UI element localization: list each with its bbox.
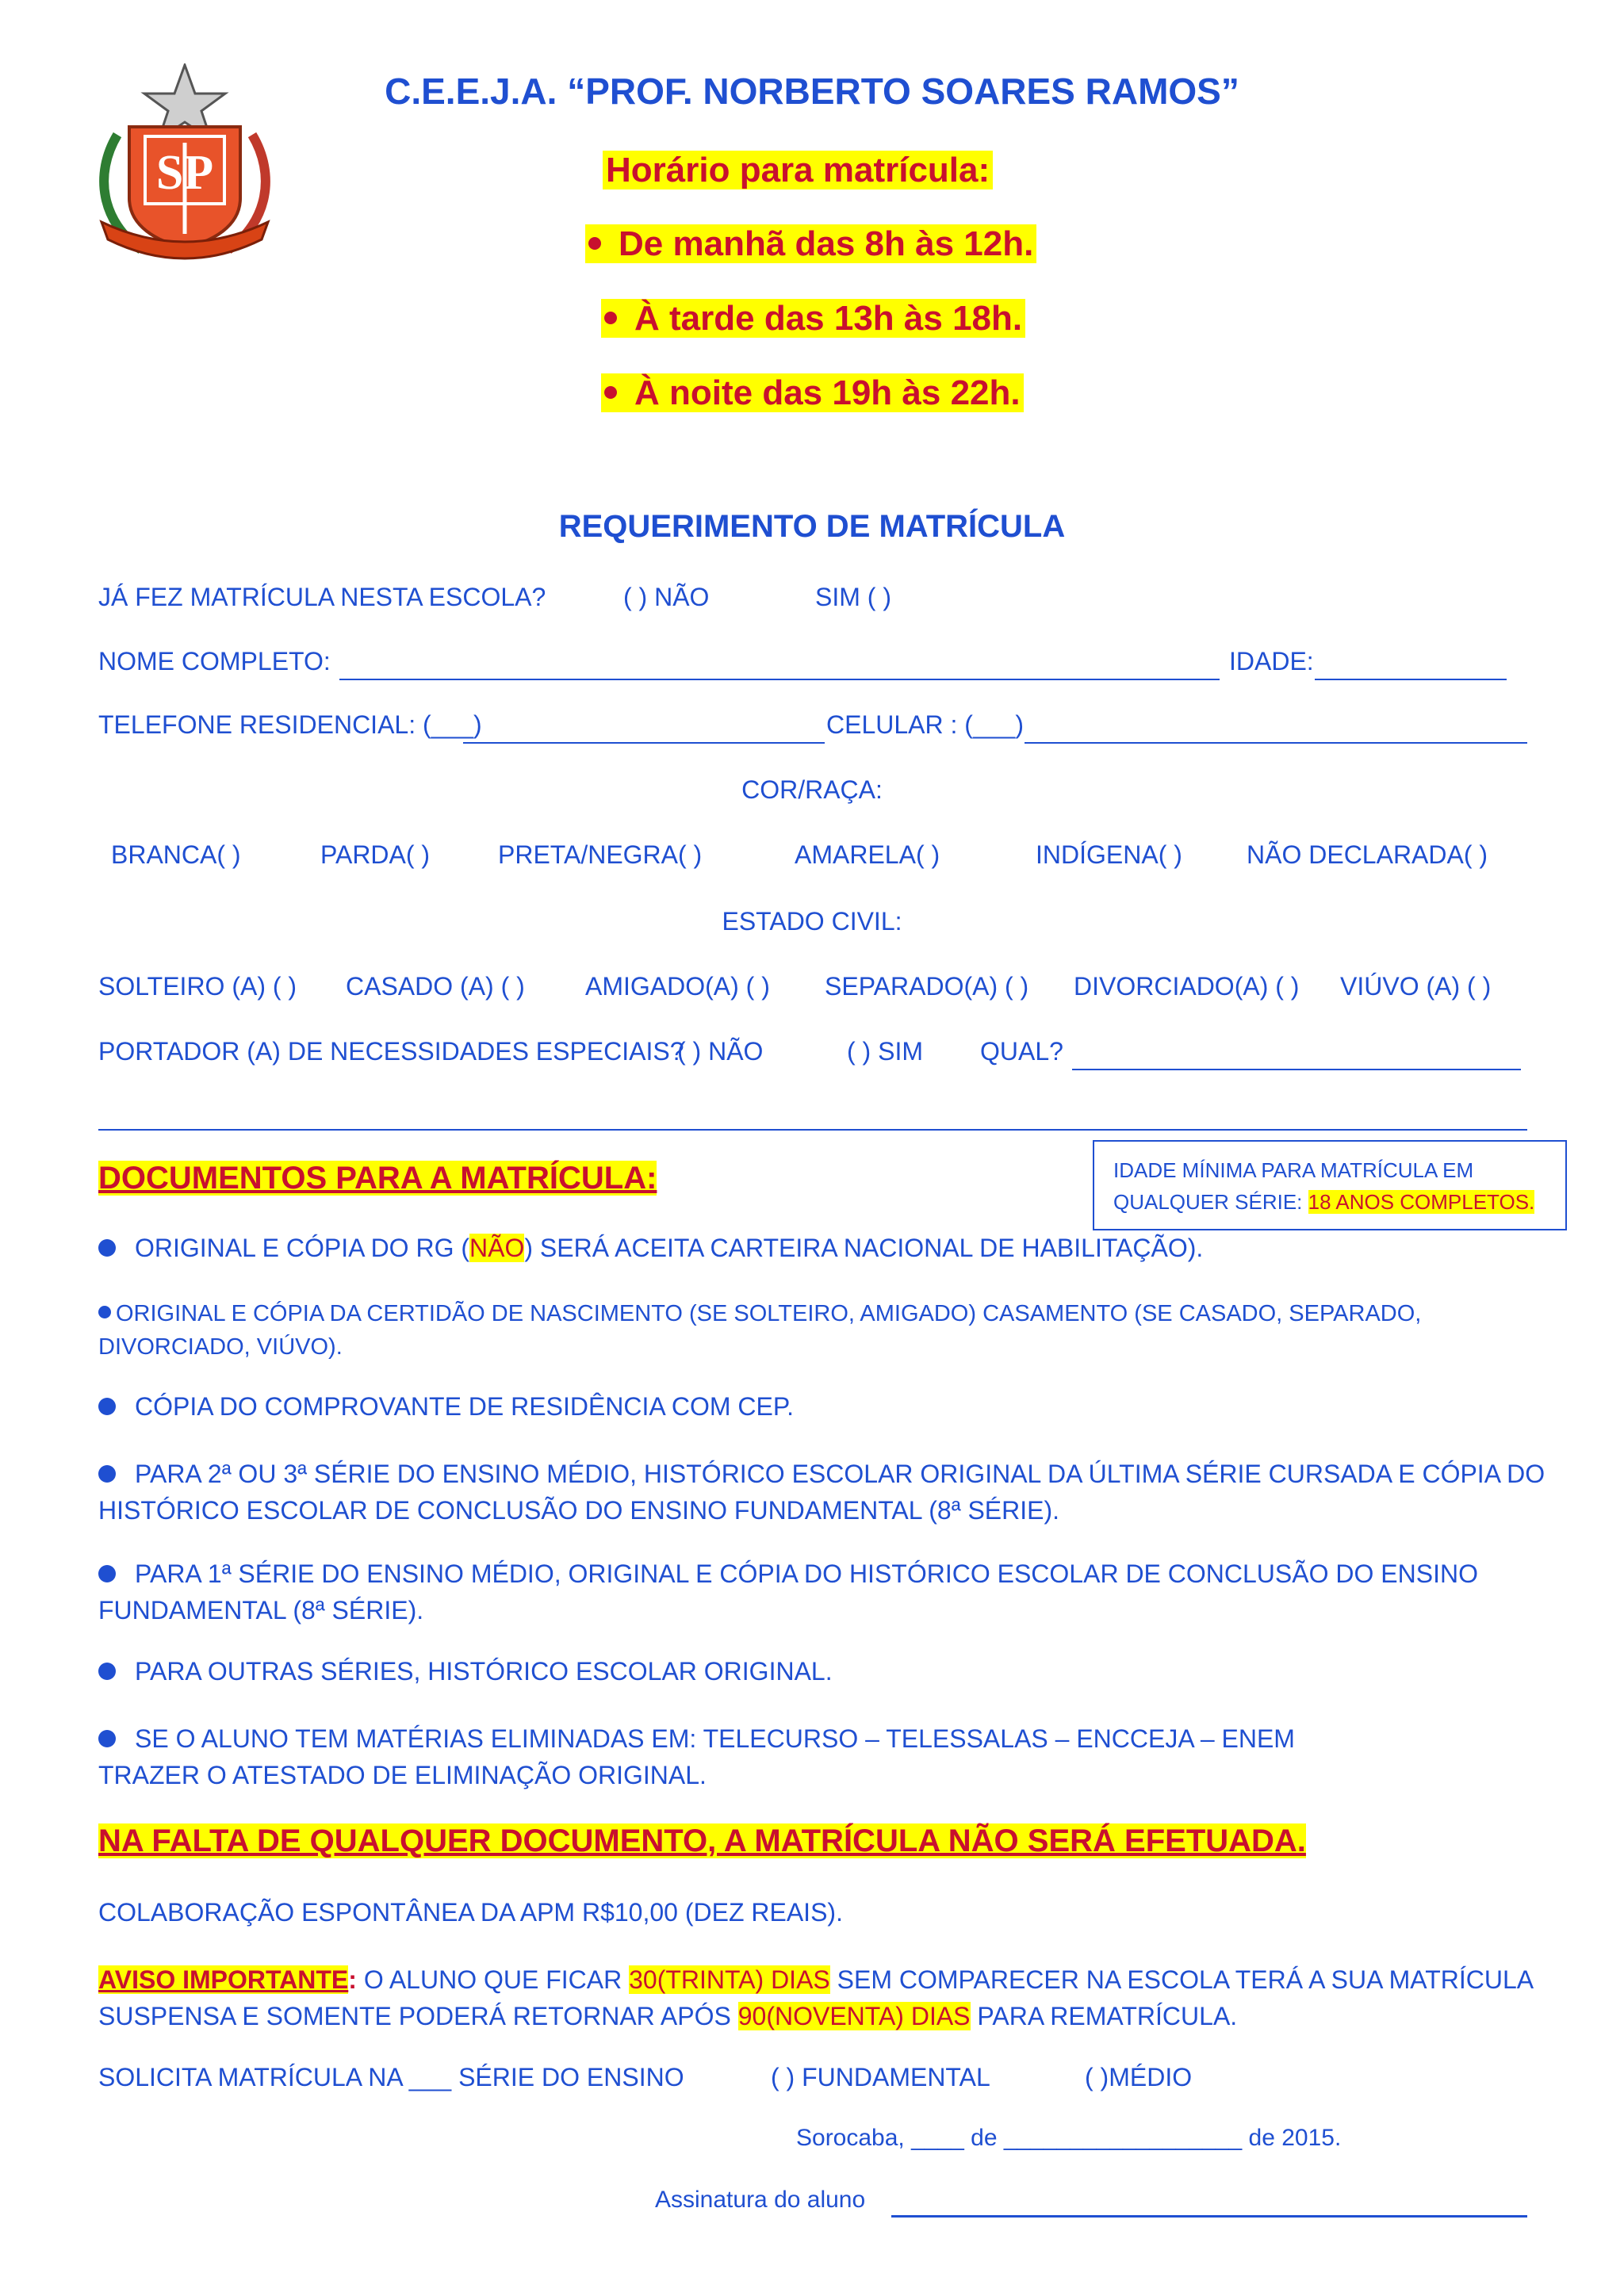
doc-item-comprovante: CÓPIA DO COMPROVANTE DE RESIDÊNCIA COM CEP. <box>98 1392 794 1422</box>
signature-field[interactable] <box>891 2191 1527 2218</box>
minimum-age-box <box>1093 1140 1567 1230</box>
race-option-indigena[interactable]: INDÍGENA( ) <box>1036 840 1182 869</box>
name-field[interactable] <box>339 655 1220 680</box>
school-title: C.E.E.J.A. “PROF. NORBERTO SOARES RAMOS” <box>385 71 1239 112</box>
schedule-item: À noite das 19h às 22h. <box>601 369 1024 417</box>
special-needs-which-label: QUAL? <box>980 1037 1063 1066</box>
civil-option-amigado[interactable]: AMIGADO(A) ( ) <box>585 972 770 1001</box>
race-option-branca[interactable]: BRANCA( ) <box>111 840 241 869</box>
prev-enrollment-label: JÁ FEZ MATRÍCULA NESTA ESCOLA? <box>98 583 546 611</box>
special-needs-yes-checkbox[interactable]: ( ) SIM <box>847 1037 923 1066</box>
race-option-amarela[interactable]: AMARELA( ) <box>795 840 940 869</box>
schedule-item: À tarde das 13h às 18h. <box>601 295 1025 342</box>
doc-item-outras-series: PARA OUTRAS SÉRIES, HISTÓRICO ESCOLAR ORIGINAL. <box>98 1657 833 1686</box>
civil-title: ESTADO CIVIL: <box>722 907 902 936</box>
civil-option-divorciado[interactable]: DIVORCIADO(A) ( ) <box>1074 972 1300 1001</box>
request-fundamental-checkbox[interactable]: ( ) FUNDAMENTAL <box>771 2063 990 2091</box>
civil-option-separado[interactable]: SEPARADO(A) ( ) <box>825 972 1029 1001</box>
doc-item-historico-medio: PARA 2ª OU 3ª SÉRIE DO ENSINO MÉDIO, HISTÓRICO ESCOLAR ORIGINAL DA ÚLTIMA SÉRIE CURSADA E CÓPIA DO HISTÓRICO ESCOLAR DE CONCLUSÃO DO ENSINO FUNDAMENTAL (8ª SÉRIE). <box>98 1460 1545 1525</box>
cell-field[interactable] <box>1025 718 1527 744</box>
signature-label: Assinatura do aluno <box>655 2187 866 2213</box>
prev-enrollment-no-checkbox[interactable]: ( ) NÃO <box>623 583 710 611</box>
request-medio-checkbox[interactable]: ( )MÉDIO <box>1085 2063 1193 2091</box>
special-needs-label: PORTADOR (A) DE NECESSIDADES ESPECIAIS? <box>98 1037 684 1066</box>
cell-label: CELULAR : (___) <box>826 710 1024 739</box>
race-option-preta[interactable]: PRETA/NEGRA( ) <box>498 840 703 869</box>
important-notice: AVISO IMPORTANTE: O ALUNO QUE FICAR 30(TRINTA) DIAS SEM COMPARECER NA ESCOLA TERÁ A SUA MATRÍCULA SUSPENSA E SOMENTE PODERÁ RETORNAR APÓS 90(NOVENTA) DIAS PARA REMATRÍCULA. <box>98 1965 1534 2030</box>
apm-contribution: COLABORAÇÃO ESPONTÂNEA DA APM R$10,00 (DEZ REAIS). <box>98 1898 843 1927</box>
doc-item-eliminadas: SE O ALUNO TEM MATÉRIAS ELIMINADAS EM: TELECURSO – TELESSALAS – ENCCEJA – ENEM TRAZER O ATESTADO DE ELIMINAÇÃO ORIGINAL. <box>98 1724 1295 1789</box>
minimum-age-line1: IDADE MÍNIMA PARA MATRÍCULA EM <box>1113 1158 1474 1182</box>
age-field[interactable] <box>1315 655 1507 680</box>
name-label: NOME COMPLETO: <box>98 647 331 675</box>
civil-option-viuvo[interactable]: VIÚVO (A) ( ) <box>1340 972 1492 1001</box>
notice-label: AVISO IMPORTANTE <box>98 1965 349 1994</box>
schedule-title: Horário para matrícula: <box>603 147 993 194</box>
request-series-label: SOLICITA MATRÍCULA NA ___ SÉRIE DO ENSINO <box>98 2063 684 2091</box>
date-line: Sorocaba, ____ de __________________ de 2015. <box>796 2125 1342 2151</box>
race-option-nao-declarada[interactable]: NÃO DECLARADA( ) <box>1247 840 1488 869</box>
race-title: COR/RAÇA: <box>741 775 883 804</box>
phone-field[interactable] <box>463 718 825 744</box>
special-needs-no-checkbox[interactable]: ( ) NÃO <box>677 1037 764 1066</box>
documents-title: DOCUMENTOS PARA A MATRÍCULA: <box>98 1161 657 1196</box>
doc-item-historico-fundamental: PARA 1ª SÉRIE DO ENSINO MÉDIO, ORIGINAL E CÓPIA DO HISTÓRICO ESCOLAR DE CONCLUSÃO DO ENSINO FUNDAMENTAL (8ª SÉRIE). <box>98 1559 1478 1624</box>
special-needs-which-field[interactable] <box>1072 1045 1521 1070</box>
age-label: IDADE: <box>1229 647 1314 675</box>
civil-option-solteiro[interactable]: SOLTEIRO (A) ( ) <box>98 972 297 1001</box>
race-option-parda[interactable]: PARDA( ) <box>320 840 431 869</box>
missing-documents-warning: NA FALTA DE QUALQUER DOCUMENTO, A MATRÍCULA NÃO SERÁ EFETUADA. <box>98 1823 1306 1858</box>
form-title: REQUERIMENTO DE MATRÍCULA <box>558 509 1066 544</box>
civil-option-casado[interactable]: CASADO (A) ( ) <box>346 972 525 1001</box>
minimum-age-highlight: 18 ANOS COMPLETOS. <box>1308 1190 1535 1214</box>
prev-enrollment-yes-checkbox[interactable]: SIM ( ) <box>815 583 891 611</box>
doc-item-certidao: ORIGINAL E CÓPIA DA CERTIDÃO DE NASCIMENTO (SE SOLTEIRO, AMIGADO) CASAMENTO (SE CASADO, SEPARADO, DIVORCIADO, VIÚVO). <box>98 1301 1422 1360</box>
minimum-age-line2: QUALQUER SÉRIE: 18 ANOS COMPLETOS. <box>1113 1190 1535 1214</box>
extra-line-field[interactable] <box>98 1105 1527 1131</box>
doc-item-rg: ORIGINAL E CÓPIA DO RG (NÃO) SERÁ ACEITA CARTEIRA NACIONAL DE HABILITAÇÃO). <box>98 1234 1203 1263</box>
phone-label: TELEFONE RESIDENCIAL: (___) <box>98 710 482 739</box>
svg-text:SP: SP <box>155 146 214 200</box>
schedule-item: De manhã das 8h às 12h. <box>585 220 1036 268</box>
